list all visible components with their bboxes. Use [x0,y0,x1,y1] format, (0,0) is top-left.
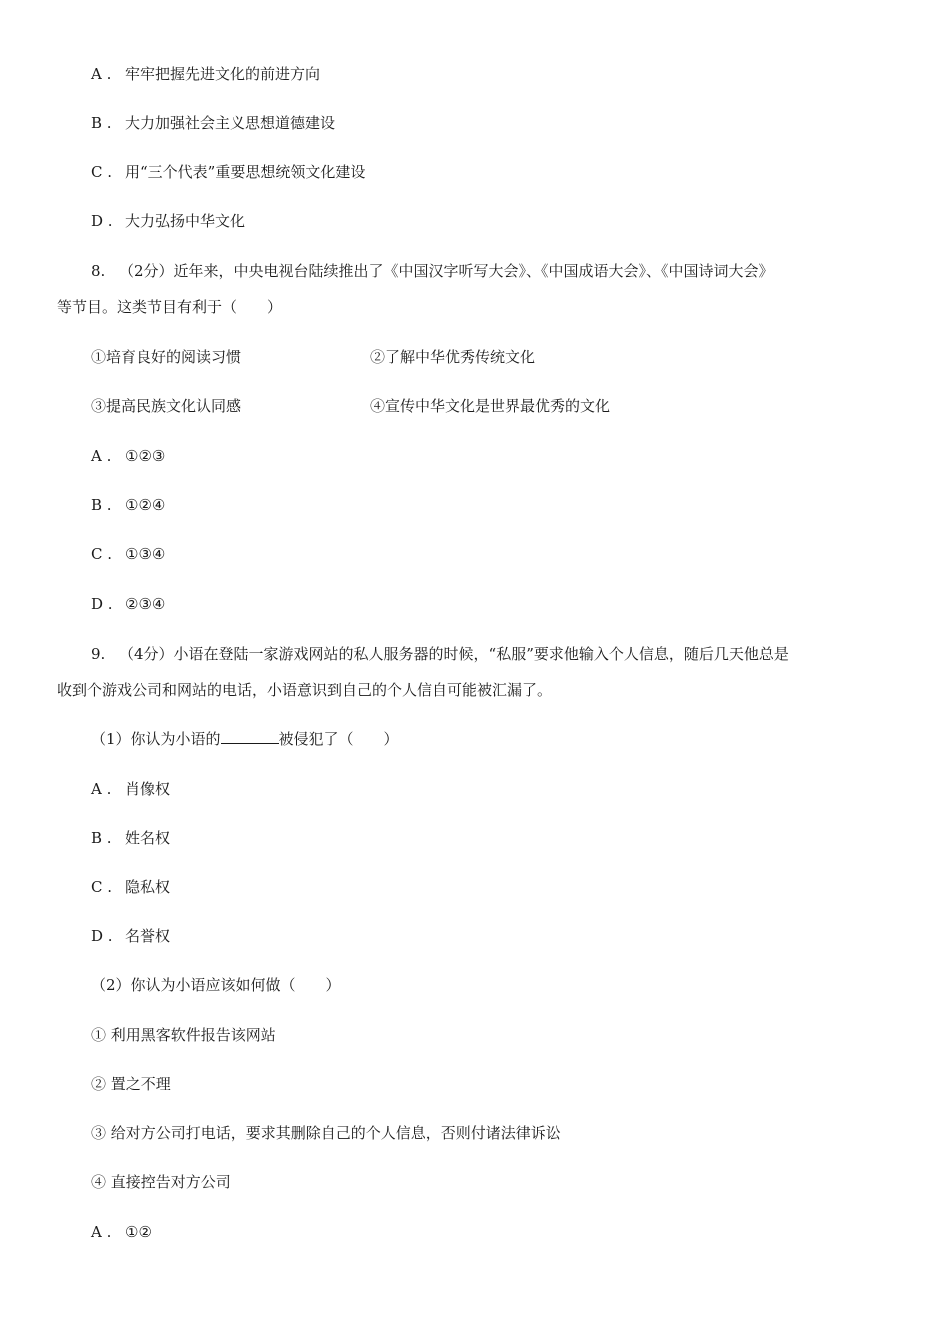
option-letter: A . [91,447,112,465]
q9-stem-line2: 收到个游戏公司和网站的电话，小语意识到自己的个人信自可能被汇漏了。 [57,681,553,699]
question-number: 8. [91,262,106,280]
q7-option-c [91,162,365,182]
option-text: ①②③ [125,447,166,465]
sub-question-prefix: （1）你认为小语的 [91,730,221,748]
option-letter: D . [91,595,113,613]
option-text: ②③④ [125,595,166,613]
q9-sub2-option-a [91,1222,152,1242]
q9-sub2-item-4: ④ 直接控告对方公司 [91,1173,231,1191]
q9-sub1-option-b [91,828,170,848]
sub-question-suffix: 被侵犯了（ ） [278,730,399,748]
q8-stem-line1 [91,261,774,281]
q7-option-a [91,64,320,84]
q8-option-b [91,495,165,515]
option-letter: A . [91,1223,112,1241]
option-text: 牢牢把握先进文化的前进方向 [125,65,321,83]
q8-item-2: ②了解中华优秀传统文化 [370,348,536,366]
option-text: 姓名权 [125,829,171,847]
fill-blank [221,729,279,744]
q9-sub1-option-a [91,779,170,799]
option-text: ①②④ [125,496,166,514]
option-letter: C . [91,878,113,896]
option-letter: B . [91,829,112,847]
option-text: ①② [125,1223,152,1241]
q8-stem-line2: 等节目。这类节目有利于（ ） [57,298,283,316]
question-stem: （4分）小语在登陆一家游戏网站的私人服务器的时候，“私服”要求他输入个人信息，随后几天他总是 [119,645,789,663]
q8-option-d [91,594,165,614]
q9-stem-line1 [91,644,789,664]
q8-item-4: ④宣传中华文化是世界最优秀的文化 [370,397,611,415]
q9-sub2-item-2: ② 置之不理 [91,1075,171,1093]
q7-option-d [91,211,245,231]
question-stem: （2分）近年来，中央电视台陆续推出了《中国汉字听写大会》、《中国成语大会》、《中国诗词大会》 [119,262,774,280]
option-text: 名誉权 [125,927,171,945]
option-text: 用“三个代表”重要思想统领文化建设 [125,163,366,181]
option-text: 肖像权 [125,780,171,798]
option-letter: A . [91,780,112,798]
q7-option-b [91,113,335,133]
q8-option-c [91,544,165,564]
option-letter: D . [91,212,113,230]
option-letter: B . [91,114,112,132]
q9-sub1-stem [91,729,399,749]
option-letter: C . [91,163,113,181]
q9-sub2-item-3: ③ 给对方公司打电话，要求其删除自己的个人信息，否则付诸法律诉讼 [91,1124,561,1142]
option-letter: D . [91,927,113,945]
option-letter: A . [91,65,112,83]
option-letter: C . [91,545,113,563]
option-text: 大力加强社会主义思想道德建设 [125,114,336,132]
option-text: 大力弘扬中华文化 [125,212,246,230]
q9-sub1-option-d [91,926,170,946]
question-number: 9. [91,645,106,663]
q9-sub1-option-c [91,877,170,897]
q8-item-1: ①培育良好的阅读习惯 [91,348,242,366]
q8-item-3: ③提高民族文化认同感 [91,397,242,415]
option-letter: B . [91,496,112,514]
option-text: ①③④ [125,545,166,563]
q8-option-a [91,446,165,466]
q9-sub2-item-1: ① 利用黑客软件报告该网站 [91,1026,276,1044]
option-text: 隐私权 [125,878,171,896]
q9-sub2-stem: （2）你认为小语应该如何做（ ） [91,976,341,994]
